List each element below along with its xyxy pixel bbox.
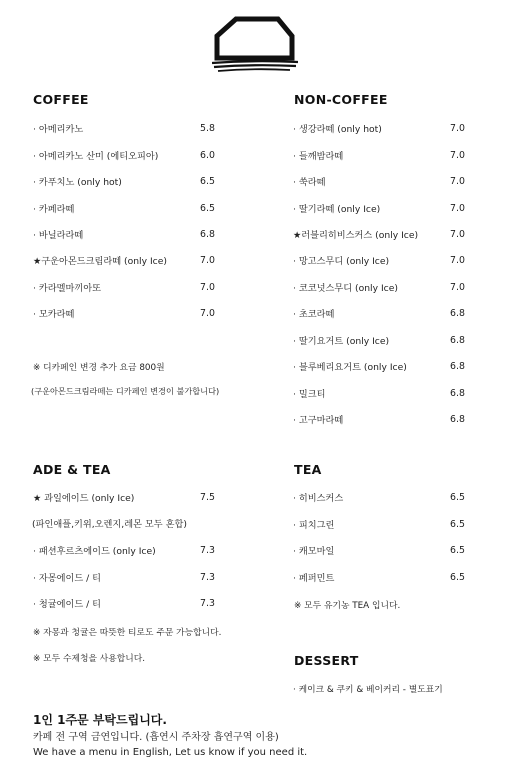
item-name: · 초코라떼	[293, 309, 335, 320]
menu-item	[33, 201, 215, 215]
one-order-per-person-notice: 1인 1주문 부탁드립니다.	[33, 713, 167, 727]
menu-item	[293, 306, 465, 320]
item-price: 7.0	[450, 202, 465, 214]
section-title-coffee: COFFEE	[33, 92, 89, 107]
english-menu-notice: We have a menu in English, Let us know if you need it.	[33, 747, 308, 758]
item-price: 6.5	[450, 518, 465, 530]
item-name: ★러블리히비스커스 (only Ice)	[293, 230, 419, 241]
item-price: 6.5	[200, 202, 215, 214]
item-name: · 블루베리요거트 (only Ice)	[293, 362, 407, 373]
item-name: · 코코넛스무디 (only Ice)	[293, 283, 398, 294]
item-price: 6.8	[450, 360, 465, 372]
item-price: 7.0	[200, 281, 215, 293]
item-price: 7.0	[450, 122, 465, 134]
item-price: 6.8	[450, 307, 465, 319]
menu-item	[293, 201, 465, 215]
item-price: 7.3	[200, 544, 215, 556]
item-name: · 캐모마일	[293, 546, 335, 557]
item-name: · 자몽에이드 / 티	[33, 573, 102, 584]
item-name: · 카푸치노 (only hot)	[33, 177, 122, 188]
item-name: · 망고스무디 (only Ice)	[293, 256, 390, 267]
no-smoking-notice: 카페 전 구역 금연입니다. (흡연시 주차장 흡연구역 이용)	[33, 732, 279, 743]
menu-item-note	[32, 516, 187, 530]
menu-item	[293, 280, 465, 294]
menu-item	[33, 490, 215, 504]
item-name: · 청귤에이드 / 티	[33, 599, 102, 610]
menu-item	[293, 333, 465, 347]
item-name: · 생강라떼 (only hot)	[293, 124, 382, 135]
item-name: · 피치그린	[293, 520, 335, 531]
item-price: 6.5	[450, 571, 465, 583]
item-price: 6.5	[200, 175, 215, 187]
item-name: · 고구마라떼	[293, 415, 344, 426]
item-price: 7.0	[200, 254, 215, 266]
menu-item	[33, 306, 215, 320]
menu-item	[33, 174, 215, 188]
item-price: 6.0	[200, 149, 215, 161]
section-title-dessert: DESSERT	[294, 653, 359, 668]
menu-item	[293, 412, 465, 426]
item-name: · 바닐라라떼	[33, 230, 84, 241]
menu-item	[293, 490, 465, 504]
ade-syrup-note: ※ 모두 수제청을 사용합니다.	[33, 654, 146, 664]
section-title-noncoffee: NON-COFFEE	[294, 92, 388, 107]
decaf-note: ※ 디카페인 변경 추가 요금 800원	[33, 363, 165, 373]
item-price: 7.0	[450, 149, 465, 161]
menu-item	[293, 570, 465, 584]
item-name: ★ 과일에이드 (only Ice)	[33, 493, 135, 504]
menu-item	[33, 121, 215, 135]
item-name: · 딸기라떼 (only Ice)	[293, 204, 381, 215]
item-price: 7.0	[450, 281, 465, 293]
item-price: 7.3	[200, 597, 215, 609]
item-name: · 카페라떼	[33, 204, 75, 215]
menu-item	[33, 227, 215, 241]
menu-item	[293, 148, 465, 162]
item-name: · 카라멜마끼아또	[33, 283, 101, 294]
menu-item	[293, 386, 465, 400]
menu-item	[293, 517, 465, 531]
item-price: 6.8	[450, 387, 465, 399]
section-title-ade-tea: ADE & TEA	[33, 462, 111, 477]
menu-item	[293, 121, 465, 135]
item-price: 6.5	[450, 491, 465, 503]
dessert-item: · 케이크 & 쿠키 & 베이커리 - 별도표기	[293, 685, 443, 695]
item-price: 6.8	[450, 334, 465, 346]
menu-item	[293, 227, 465, 241]
menu-item	[293, 253, 465, 267]
menu-item	[33, 280, 215, 294]
item-price: 7.0	[450, 228, 465, 240]
item-price: 6.8	[450, 413, 465, 425]
item-name: · 들깨밤라떼	[293, 151, 344, 162]
menu-item	[33, 543, 215, 557]
item-name: · 딸기요거트 (only Ice)	[293, 336, 390, 347]
item-name: · 아메리카노	[33, 124, 84, 135]
item-name: · 아메리카노 산미 (에티오피아)	[33, 151, 159, 162]
item-price: 7.0	[450, 175, 465, 187]
item-name: · 모카라떼	[33, 309, 75, 320]
item-name: ★구운아몬드크림라떼 (only Ice)	[33, 256, 167, 267]
tea-organic-note: ※ 모두 유기농 TEA 입니다.	[294, 601, 401, 611]
menu-item	[293, 359, 465, 373]
item-name: · 페퍼민트	[293, 573, 335, 584]
item-price: 7.0	[200, 307, 215, 319]
section-title-tea: TEA	[294, 462, 322, 477]
item-name: · 패션후르츠에이드 (only Ice)	[33, 546, 156, 557]
item-price: 5.8	[200, 122, 215, 134]
item-price: 7.5	[200, 491, 215, 503]
menu-item	[293, 174, 465, 188]
item-price: 6.5	[450, 544, 465, 556]
menu-item	[33, 596, 215, 610]
item-name: · 밀크티	[293, 389, 326, 400]
ade-warm-note: ※ 자몽과 청귤은 따뜻한 티로도 주문 가능합니다.	[33, 628, 222, 638]
item-price: 7.0	[450, 254, 465, 266]
item-price: 7.3	[200, 571, 215, 583]
item-name: · 쑥라떼	[293, 177, 326, 188]
menu-item	[33, 253, 215, 267]
menu-item	[293, 543, 465, 557]
menu-item	[33, 148, 215, 162]
item-name: · 히비스커스	[293, 493, 344, 504]
house-logo-icon	[212, 14, 298, 72]
menu-item	[33, 570, 215, 584]
item-price: 6.8	[200, 228, 215, 240]
decaf-exception-note: (구운아몬드크림라떼는 디카페인 변경이 불가합니다)	[31, 386, 220, 396]
item-note: (파인애플,키위,오렌지,레몬 모두 혼합)	[32, 519, 187, 530]
